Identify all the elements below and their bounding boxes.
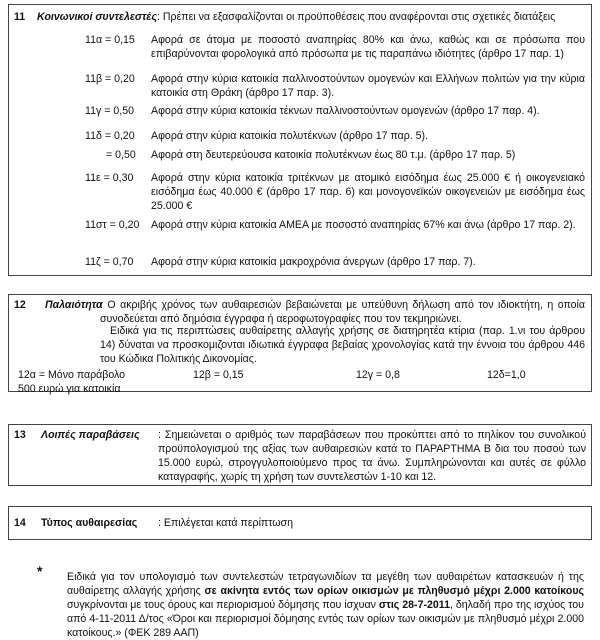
section-intro: : Πρέπει να εξασφαλίζονται οι προϋποθέσεις που αναφέρονται στις σχετικές διατάξεις <box>157 11 556 23</box>
section-12 <box>8 294 592 396</box>
section-title: Τύπος αυθαιρεσίας <box>41 517 138 529</box>
item-text: Αφορά στην κύρια κατοικία τέκνων παλλινοστούντων ομογενών (άρθρο 17 παρ. 4). <box>151 105 540 117</box>
section-text: : Σημειώνεται ο αριθμός των παραβάσεων που προκύπτει από το πηλίκον του συνολικού προϋπολογισμού της αξίας των αυθαιρεσιών κατά το ΠΑΡΑΡΤΗΜΑ Β δια του ποσού των 15.000 ευρώ, στρογγυλοποιούμενο προς τα άνω. Συμπληρώνονται και αυτές σε φύλλο καταγραφής, χωρίς τη χρήση των συντελεστών 1-10 και 12. <box>158 429 586 484</box>
item-code: 11β = 0,20 <box>85 73 135 85</box>
section-14 <box>8 506 592 540</box>
footnote-star: * <box>37 563 43 579</box>
item-text: Αφορά στην κύρια κατοικία πολυτέκνων (άρθρο 17 παρ. 5). <box>151 130 429 142</box>
item-code: 11ζ = 0,70 <box>85 256 134 268</box>
footnote-emphasis: σε ακίνητα εντός των ορίων οικισμών με πληθυσμό μέχρι 2.000 κατοίκους <box>204 585 584 598</box>
footnote-part: , δηλαδή προ της ισχύος του από 4-11-2011 Δ/τος «Όροι και περιορισμοί δόμησης εντός των ορίων των οικισμών με πληθυσμό μέχρι 2.000 κατοίκους.» (ΦΕΚ 289 ΑΑΠ) <box>67 599 584 640</box>
section-13 <box>8 424 592 486</box>
item-text: Αφορά στην κύρια κατοικία ΑΜΕΑ με ποσοστό αναπηρίας 67% και άνω (άρθρο 17 παρ. 2). <box>151 219 576 231</box>
section-text: : Επιλέγεται κατά περίπτωση <box>158 517 293 529</box>
item-code: 11στ = 0,20 <box>85 219 140 231</box>
coefficient-note: 500 ευρώ για κατοικία <box>18 383 121 396</box>
item-text: Αφορά στη δευτερεύουσα κατοικία πολυτέκνων έως 80 τ.μ. (άρθρο 17 παρ. 5) <box>151 149 516 161</box>
footnote-part: Ειδικά για τον υπολογισμό των συντελεστών τετραγωνιδίων τα μεγέθη των αυθαιρέτων κατασκευών ή της αυθαίρετης αλλαγής χρήσης <box>67 571 584 598</box>
section-number: 11 <box>14 11 26 23</box>
coefficient-12a <box>18 368 125 396</box>
item-text: Αφορά σε άτομα με ποσοστό αναπηρίας 80% και άνω, καθώς και σε πρόσωπα που επιβαρύνονται φορολογικά από πρόσωπα με τις παραπάνω ιδιότητες (άρθρο 17 παρ. 1) <box>151 34 585 61</box>
coefficient-label: 12α = Μόνο παράβολο <box>18 369 126 381</box>
item-code: 11δ = 0,20 <box>85 130 135 142</box>
footnote-emphasis: στις 28-7-2011 <box>378 599 450 612</box>
footnote-text <box>67 570 584 640</box>
section-title: Λοιπές παραβάσεις <box>41 429 140 441</box>
section-title: Κοινωνικοί συντελεστές <box>37 11 157 23</box>
item-code: 11α = 0,15 <box>85 34 135 46</box>
section-number: 13 <box>14 429 26 441</box>
section-number: 12 <box>14 299 26 311</box>
section-text-2: Ειδικά για τις περιπτώσεις αυθαίρετης αλλαγής χρήσης σε διατηρητέα κτίρια (παρ. 1.νι του άρθρου 14) δύναται να προσκομιζονται ιδιωτικά έγγραφα βεβαίας χρονολογίας κατά την έννοια του άρθρου 446 του Κώδικα Πολιτικής Δικονομίας. <box>100 325 585 366</box>
coefficient-12d: 12δ=1,0 <box>487 369 526 381</box>
item-code: = 0,50 <box>106 149 136 161</box>
footnote-part: συγκρίνονται με τους όρους και περιορισμού δόμησης που ίσχυαν <box>67 599 379 612</box>
section-heading <box>37 10 587 24</box>
section-number: 14 <box>14 517 26 529</box>
item-text: Αφορά στην κύρια κατοικία παλλινοστούντων ομογενών και Ελλήνων πολιτών για την κύρια κατοικία στη Θράκη (άρθρο 17 παρ. 3). <box>151 73 585 100</box>
item-text: Αφορά στην κύρια κατοικία τριτέκνων με ατομικό εισόδημα έως 25.000 € ή οικογενειακό εισόδημα έως 40.000 € (άρθρο 17 παρ. 6) και μονογονεϊκών οικογενειών με εισόδημα έως 25.000 € <box>151 172 585 213</box>
item-code: 11γ = 0,50 <box>85 105 134 117</box>
item-code: 11ε = 0,30 <box>85 172 134 184</box>
section-text: : Ο ακριβής χρόνος των αυθαιρεσιών βεβαιώνεται με υπεύθυνη δήλωση από τον ιδιοκτήτη, η οποία συνοδεύεται από δημόσια έγγραφα ή αεροφωτογραφίες που τον τεκμηριώνει. <box>100 299 585 326</box>
section-11 <box>8 4 592 276</box>
coefficient-12b: 12β = 0,15 <box>193 369 244 381</box>
section-title: Παλαιότητα <box>45 299 103 311</box>
coefficient-12c: 12γ = 0,8 <box>356 369 400 381</box>
item-text: Αφορά στην κύρια κατοικία μακροχρόνια άνεργων (άρθρο 17 παρ. 7). <box>151 256 476 268</box>
